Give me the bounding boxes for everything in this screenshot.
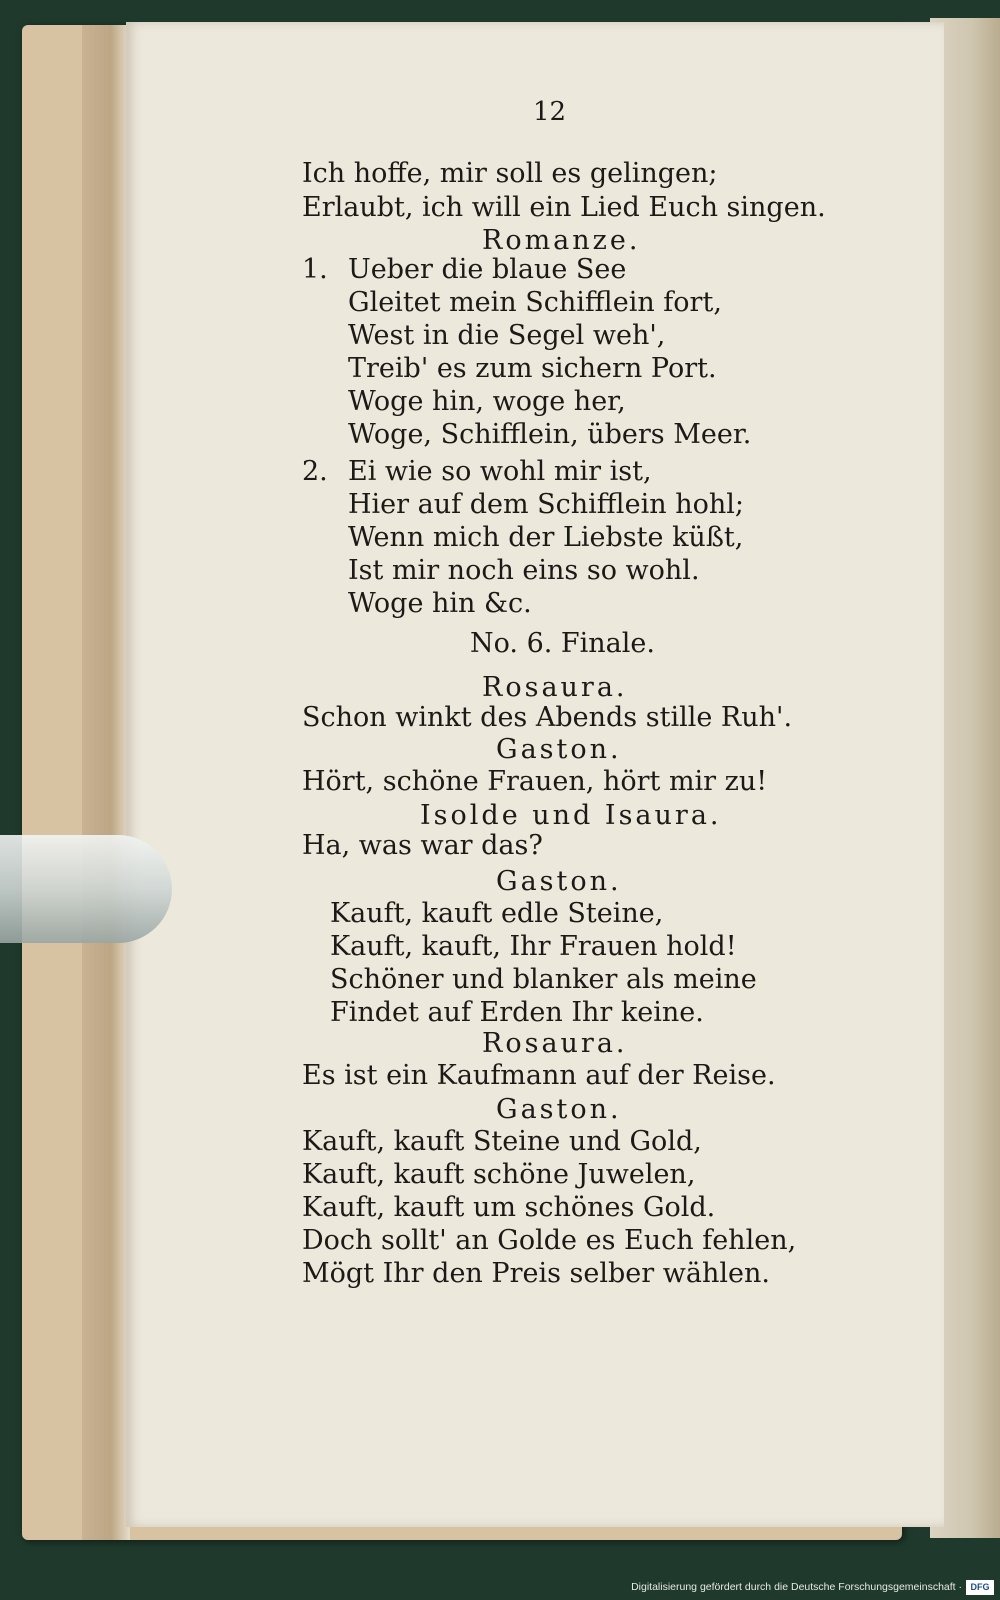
speaker-name: Gaston. [496, 866, 622, 897]
heading-romanze: Romanze. [482, 225, 641, 256]
dialogue-line: Doch sollt' an Golde es Euch fehlen, [302, 1225, 797, 1256]
verse-line: Woge hin &c. [348, 588, 532, 619]
verse-number: 1. [302, 254, 328, 285]
verse-line: Gleitet mein Schifflein fort, [348, 287, 722, 318]
speaker-name: Isolde und Isaura. [420, 800, 722, 831]
speaker-name: Rosaura. [482, 672, 628, 703]
page-number: 12 [533, 97, 567, 127]
dialogue-line: Findet auf Erden Ihr keine. [330, 997, 704, 1028]
dialogue-line: Schöner und blanker als meine [330, 964, 757, 995]
digitization-credit: Digitalisierung gefördert durch die Deutsche Forschungsgemeinschaft · [631, 1581, 962, 1593]
verse-line: Wenn mich der Liebste küßt, [348, 522, 744, 553]
verse-line: Ei wie so wohl mir ist, [348, 456, 652, 487]
verse-line: Ist mir noch eins so wohl. [348, 555, 700, 586]
text-line: Erlaubt, ich will ein Lied Euch singen. [302, 192, 826, 223]
dialogue-line: Kauft, kauft, Ihr Frauen hold! [330, 931, 737, 962]
speaker-name: Gaston. [496, 1094, 622, 1125]
verse-number: 2. [302, 456, 328, 487]
dialogue-line: Kauft, kauft edle Steine, [330, 898, 664, 929]
dialogue-line: Kauft, kauft schöne Juwelen, [302, 1159, 696, 1190]
dialogue-line: Kauft, kauft um schönes Gold. [302, 1192, 716, 1223]
dialogue-line: Kauft, kauft Steine und Gold, [302, 1126, 702, 1157]
dialogue-line: Mögt Ihr den Preis selber wählen. [302, 1258, 770, 1289]
speaker-name: Rosaura. [482, 1028, 628, 1059]
dialogue-line: Hört, schöne Frauen, hört mir zu! [302, 766, 768, 797]
verse-line: Hier auf dem Schifflein hohl; [348, 489, 744, 520]
verse-line: Woge hin, woge her, [348, 386, 626, 417]
speaker-name: Gaston. [496, 734, 622, 765]
verse-line: West in die Segel weh', [348, 320, 666, 351]
dialogue-line: Ha, was war das? [302, 830, 543, 861]
dfg-logo-icon: DFG [966, 1580, 994, 1595]
heading-finale: No. 6. Finale. [470, 628, 655, 659]
dialogue-line: Schon winkt des Abends stille Ruh'. [302, 702, 793, 733]
verse-line: Ueber die blaue See [348, 254, 627, 285]
text-line: Ich hoffe, mir soll es gelingen; [302, 158, 718, 189]
verse-line: Treib' es zum sichern Port. [348, 353, 717, 384]
dialogue-line: Es ist ein Kaufmann auf der Reise. [302, 1060, 776, 1091]
verse-line: Woge, Schifflein, übers Meer. [348, 419, 752, 450]
